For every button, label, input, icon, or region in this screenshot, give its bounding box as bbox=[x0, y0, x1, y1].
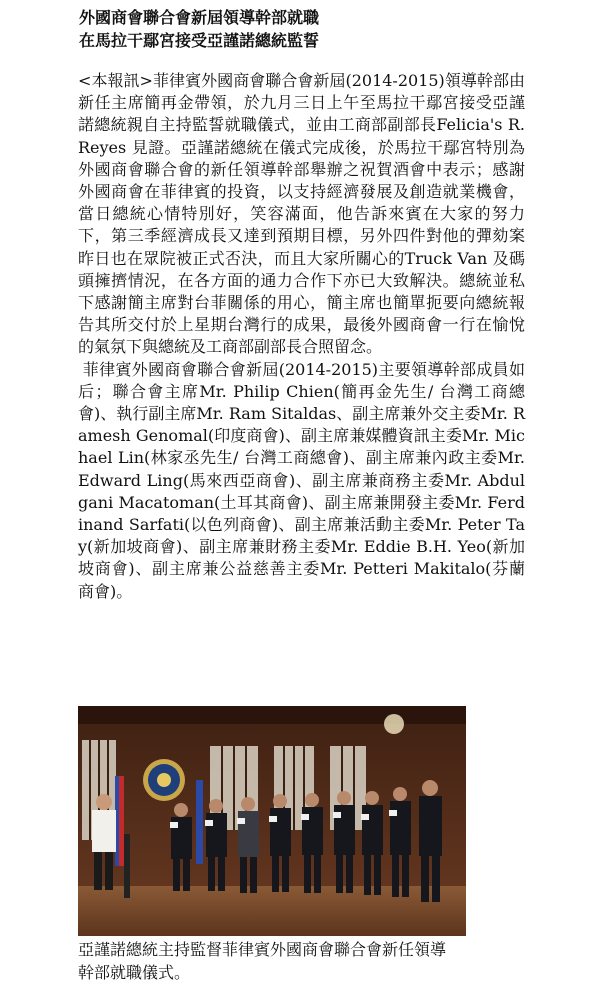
caption-line-1: 亞謹諾總統主持監督菲律賓外國商會聯合會新任領導 bbox=[78, 940, 447, 959]
article-body bbox=[78, 70, 525, 603]
photo-caption bbox=[78, 938, 538, 984]
article-paragraph-1: <本報訊>菲律賓外國商會聯合會新屆(2014-2015)領導幹部由新任主席簡再金帶領，於九月三日上午至馬拉干鄢宮接受亞謹諾總統親自主持監誓就職儀式，並由工商部副部長Felicia's R. Reyes 見證。亞謹諾總統在儀式完成後，於馬拉干鄢宮特別為外國商會聯合會的新任領導幹部舉辦之祝賀酒會中表示；感謝外國商會在菲律賓的投資，以支持經濟發展及創造就業機會，當日總統心情特別好，笑容滿面，他告訴來賓在大家的努力下，第三季經濟成長又達到預期目標，另外四件對他的彈劾案昨日也在眾院被正式否決，而且大家所關心的Truck Van 及碼頭擁擠情況，在各方面的通力合作下亦已大致解決。總統並私下感謝簡主席對台菲關係的用心，簡主席也簡單扼要向總統報告其所交付於上星期台灣行的成果，最後外國商會一行在愉悅的氣氛下與總統及工商部副部長合照留念。 bbox=[78, 71, 525, 357]
caption-line-2: 幹部就職儀式。 bbox=[78, 963, 191, 982]
headline-line-2: 在馬拉干鄢宮接受亞謹諾總統監誓 bbox=[79, 31, 320, 50]
article-headline bbox=[79, 6, 539, 52]
headline-line-1: 外國商會聯合會新屆領導幹部就職 bbox=[79, 8, 320, 27]
article-paragraph-2: 菲律賓外國商會聯合會新屆(2014-2015)主要領導幹部成員如后；聯合會主席Mr. Philip Chien(簡再金先生/ 台灣工商總會)、執行副主席Mr. Ram Sitaldas、副主席兼外交主委Mr. Ramesh Genomal(印度商會)、副主席兼媒體資訊主委Mr. Michael Lin(林家丞先生/ 台灣工商總會)、副主席兼內政主委Mr. Edward Ling(馬來西亞商會)、副主席兼商務主委Mr. Abdulgani Macatoman(土耳其商會)、副主席兼開發主委Mr. Ferdinand Sarfati(以色列商會)、副主席兼活動主委Mr. Peter Tay(新加坡商會)、副主席兼財務主委Mr. Eddie B.H. Yeo(新加坡商會)、副主席兼公益慈善主委Mr. Petteri Makitalo(芬蘭商會)。 bbox=[78, 359, 525, 601]
presidential-seal-icon bbox=[143, 759, 185, 801]
oath-ceremony-photo bbox=[78, 706, 466, 936]
